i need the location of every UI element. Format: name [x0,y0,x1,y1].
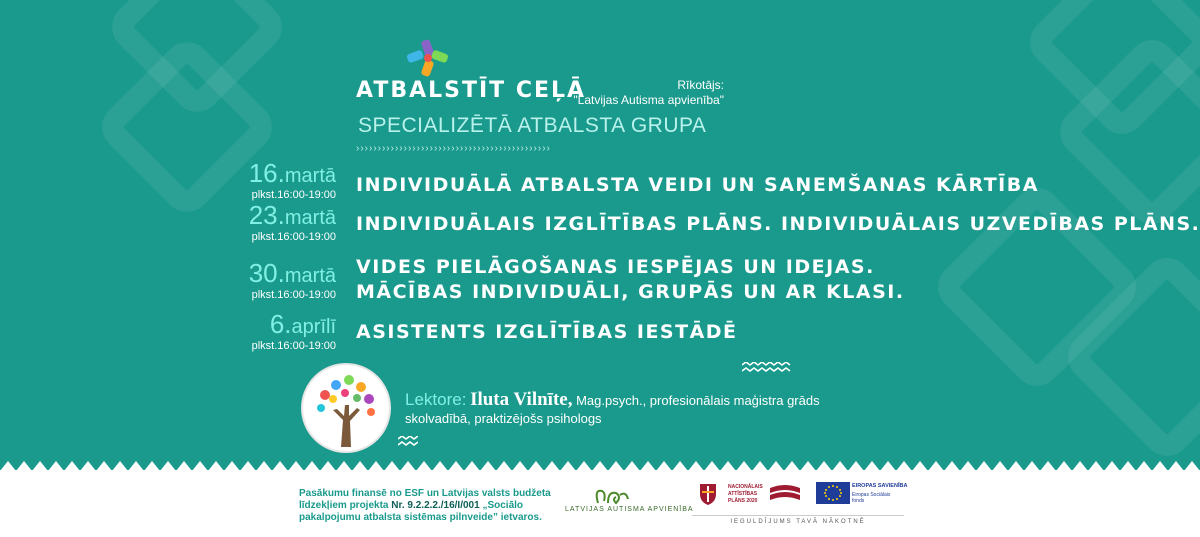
lecturer-name: Iluta Vilnīte, [470,389,573,410]
session-day: 16. [248,158,285,188]
topic-line: MĀCĪBAS INDIVIDUĀLI, GRUPĀS UN AR KLASI. [356,281,905,303]
session-date [216,311,336,353]
lecturer-label: Lektore: [405,390,467,409]
session-month: aprīlī [291,316,336,338]
session-day: 6. [269,309,292,339]
association-logo-icon [560,481,670,521]
eu-logo-text: EIROPAS SAVIENĪBA [852,483,908,489]
session-date [216,202,336,244]
esf-logo-text: Eiropas Sociālais fonds [852,492,891,504]
nap-logo-text: NACIONĀLAIS ATTĪSTĪBAS PLĀNS 2020 [728,484,763,504]
session-topic [356,255,905,305]
nap-flag-icon [770,484,800,504]
session-day: 23. [248,200,285,230]
session-month: martā [284,265,336,287]
zigzag-border [0,455,1200,471]
subtitle: SPECIALIZĒTĀ ATBALSTA GRUPA [358,114,707,137]
topic-line: VIDES PIELĀGOŠANAS IESPĒJAS UN IDEJAS. [356,256,875,278]
session-month: martā [284,165,336,187]
organizer-label: Rīkotājs: [677,78,724,92]
session-time: plkst.16:00-19:00 [251,231,336,243]
session-topic [356,173,1039,198]
topic-line: ASISTENTS IZGLĪTĪBAS IESTĀDĒ [356,321,738,343]
puzzle-cross-logo-icon [405,38,451,78]
session-date [216,260,336,302]
wave-decoration-icon [742,362,792,374]
session-month: martā [284,207,336,229]
funding-text-part: Pasākumu finansē no ESF un Latvijas valsts budžeta līdzekļiem projekta [299,488,551,511]
topic-line: INDIVIDUĀLAIS IZGLĪTĪBAS PLĀNS. INDIVIDUĀLAIS UZVEDĪBAS PLĀNS. [356,213,1200,235]
topic-line: INDIVIDUĀLĀ ATBALSTA VEIDI UN SAŅEMŠANAS KĀRTĪBA [356,174,1039,196]
tree-illustration [301,363,391,453]
tree-icon [303,365,389,451]
organizer-name: "Latvijas Autisma apvienība" [573,93,724,107]
session-day: 30. [248,258,285,288]
wave-decoration-icon [398,436,418,448]
session-time: plkst.16:00-19:00 [251,340,336,352]
association-logo-text: LATVIJAS AUTISMA APVIENĪBA [565,506,694,513]
project-number: Nr. 9.2.2.2./16/I/001 [391,500,480,511]
funding-text-part: „Sociālo pakalpojumu atbalsta sistēmas pilnveide” ietvaros. [299,500,542,523]
funding-text [299,488,569,524]
session-topic [356,320,738,345]
brand-title: ATBALSTĪT CEĻĀ [356,78,587,103]
lecturer-info [405,391,835,428]
lecturer-credentials: Mag.psych., profesionālais maģistra grāds skolvadībā, praktizējošs psihologs [405,393,820,426]
session-time: plkst.16:00-19:00 [251,289,336,301]
latvia-coat-of-arms-icon [698,482,718,506]
session-date [216,160,336,202]
eu-flag-icon [816,482,850,504]
session-time: plkst.16:00-19:00 [251,189,336,201]
arrow-divider: ››››››››››››››››››››››››››››››››››››››››››››› [356,143,551,154]
session-topic [356,212,1200,237]
slogan: IEGULDĪJUMS TAVĀ NĀKOTNĒ [692,515,904,525]
organizer [520,78,724,108]
partner-logos [692,480,908,512]
